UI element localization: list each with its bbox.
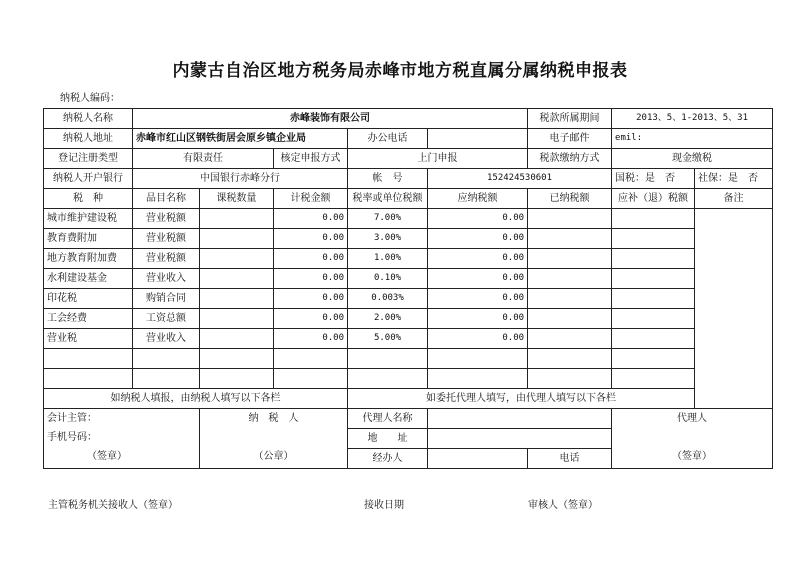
- tax-type-cell: 水利建设基金: [44, 269, 133, 289]
- table-row: [44, 289, 773, 309]
- tax-type-cell[interactable]: [44, 369, 133, 389]
- tax-type-cell: 工会经费: [44, 309, 133, 329]
- item-name-cell: 营业税额: [133, 229, 200, 249]
- tax-balance-cell[interactable]: [612, 289, 695, 309]
- taxable-amount-cell[interactable]: 0.00: [274, 229, 348, 249]
- tax-balance-cell[interactable]: [612, 369, 695, 389]
- rate-cell: 5.00%: [348, 329, 428, 349]
- table-row: [44, 249, 773, 269]
- bank-label: 纳税人开户银行: [44, 169, 133, 189]
- tax-due-cell[interactable]: 0.00: [428, 329, 528, 349]
- taxpayer-label: 纳 税 人: [248, 413, 299, 424]
- agent-name-label: 代理人名称: [348, 409, 428, 429]
- rate-cell: 0.003%: [348, 289, 428, 309]
- accountant-block[interactable]: [44, 409, 200, 469]
- agent-label: 代理人: [677, 413, 708, 424]
- tax-due-cell[interactable]: 0.00: [428, 249, 528, 269]
- tax-due-cell[interactable]: 0.00: [428, 229, 528, 249]
- agent-fill-note: 如委托代理人填写，由代理人填写以下各栏: [348, 389, 695, 409]
- email-label: 电子邮件: [528, 129, 612, 149]
- tax-balance-cell[interactable]: [612, 349, 695, 369]
- tax-type-cell: 印花税: [44, 289, 133, 309]
- taxable-amount-cell[interactable]: [274, 349, 348, 369]
- quantity-cell[interactable]: [200, 249, 274, 269]
- table-row: [44, 369, 773, 389]
- taxable-amount-cell[interactable]: 0.00: [274, 289, 348, 309]
- tax-paid-cell[interactable]: [528, 329, 612, 349]
- tax-paid-cell[interactable]: [528, 249, 612, 269]
- handler-label: 经办人: [348, 449, 428, 469]
- quantity-cell[interactable]: [200, 349, 274, 369]
- period-label: 税款所属期间: [528, 109, 612, 129]
- payment-method-label: 税款缴纳方式: [528, 149, 612, 169]
- rate-cell: 1.00%: [348, 249, 428, 269]
- email-value[interactable]: emil:: [612, 129, 773, 149]
- agent-address-label: 地 址: [348, 429, 428, 449]
- tax-paid-cell[interactable]: [528, 269, 612, 289]
- tax-type-cell: 地方教育附加费: [44, 249, 133, 269]
- tax-paid-cell[interactable]: [528, 289, 612, 309]
- quantity-cell[interactable]: [200, 229, 274, 249]
- accountant-label: 会计主管：: [47, 413, 97, 424]
- tax-paid-cell[interactable]: [528, 349, 612, 369]
- tax-due-cell[interactable]: 0.00: [428, 269, 528, 289]
- taxpayer-name-label: 纳税人名称: [44, 109, 133, 129]
- table-row: [44, 269, 773, 289]
- taxable-amount-cell[interactable]: 0.00: [274, 209, 348, 229]
- official-seal-label: （公章）: [253, 451, 294, 462]
- tax-paid-cell[interactable]: [528, 369, 612, 389]
- rate-cell[interactable]: [348, 349, 428, 369]
- taxable-amount-cell[interactable]: 0.00: [274, 269, 348, 289]
- tax-paid-cell[interactable]: [528, 229, 612, 249]
- taxable-amount-cell[interactable]: 0.00: [274, 309, 348, 329]
- col-tax-type: 税 种: [44, 189, 133, 209]
- table-row: [44, 329, 773, 349]
- account-value[interactable]: 152424530601: [428, 169, 612, 189]
- col-item-name: 品目名称: [133, 189, 200, 209]
- row-taxpayer-address: [44, 129, 773, 149]
- rate-cell: 7.00%: [348, 209, 428, 229]
- item-name-cell: 营业收入: [133, 269, 200, 289]
- tax-balance-cell[interactable]: [612, 329, 695, 349]
- col-tax-paid: 已纳税额: [528, 189, 612, 209]
- table-row: [44, 309, 773, 329]
- taxpayer-name-value[interactable]: 赤峰装饰有限公司: [133, 109, 528, 129]
- self-fill-note: 如纳税人填报，由纳税人填写以下各栏: [44, 389, 348, 409]
- tax-paid-cell[interactable]: [528, 309, 612, 329]
- form-title: 内蒙古自治区地方税务局赤峰市地方税直属分属纳税申报表: [172, 61, 628, 81]
- rate-cell: 0.10%: [348, 269, 428, 289]
- table-row: [44, 209, 773, 229]
- quantity-cell[interactable]: [200, 289, 274, 309]
- tax-due-cell[interactable]: [428, 349, 528, 369]
- reviewer-label: 审核人（签章）: [528, 500, 598, 511]
- quantity-cell[interactable]: [200, 369, 274, 389]
- tax-type-cell: 营业税: [44, 329, 133, 349]
- office-phone-label: 办公电话: [348, 129, 428, 149]
- taxable-amount-cell[interactable]: 0.00: [274, 249, 348, 269]
- item-name-cell: 购销合同: [133, 289, 200, 309]
- taxpayer-id-label: 纳税人编码：: [60, 93, 120, 104]
- reg-type-label: 登记注册类型: [44, 149, 133, 169]
- signature-row-1: [44, 409, 773, 429]
- quantity-cell[interactable]: [200, 209, 274, 229]
- tax-balance-cell[interactable]: [612, 309, 695, 329]
- taxpayer-address-value[interactable]: 赤峰市红山区钢铁街居会原乡镇企业局: [133, 129, 348, 149]
- handler-field[interactable]: [428, 449, 528, 469]
- row-registration: [44, 149, 773, 169]
- row-taxpayer-name: [44, 109, 773, 129]
- national-tax-choice[interactable]: 国税：是 否: [612, 169, 695, 189]
- reg-type-value[interactable]: 有限责任: [133, 149, 274, 169]
- col-remarks: 备注: [695, 189, 773, 209]
- tax-due-cell[interactable]: 0.00: [428, 289, 528, 309]
- declare-method-value[interactable]: 上门申报: [348, 149, 528, 169]
- col-quantity: 课税数量: [200, 189, 274, 209]
- tax-balance-cell[interactable]: [612, 229, 695, 249]
- receiver-label: 主管税务机关接收人（签章）: [48, 500, 178, 511]
- item-name-cell[interactable]: [133, 349, 200, 369]
- receive-date-label: 接收日期: [364, 500, 404, 511]
- agent-seal-label: （签章）: [672, 451, 713, 462]
- table-row: [44, 349, 773, 369]
- tax-balance-cell[interactable]: [612, 269, 695, 289]
- fill-instruction-row: [44, 389, 773, 409]
- item-name-cell: 营业收入: [133, 329, 200, 349]
- social-security-choice[interactable]: 社保：是 否: [695, 169, 773, 189]
- tax-balance-cell[interactable]: [612, 249, 695, 269]
- tax-paid-cell[interactable]: [528, 209, 612, 229]
- rate-cell[interactable]: [348, 369, 428, 389]
- agent-phone-label: 电话: [528, 449, 612, 469]
- accountant-seal-label: （签章）: [87, 451, 127, 462]
- tax-balance-cell[interactable]: [612, 209, 695, 229]
- tax-type-cell: 教育费附加: [44, 229, 133, 249]
- tax-type-cell[interactable]: [44, 349, 133, 369]
- col-tax-balance: 应补（退）税额: [612, 189, 695, 209]
- quantity-cell[interactable]: [200, 309, 274, 329]
- column-header-row: [44, 189, 773, 209]
- quantity-cell[interactable]: [200, 329, 274, 349]
- tax-due-cell[interactable]: 0.00: [428, 309, 528, 329]
- tax-due-cell[interactable]: [428, 369, 528, 389]
- rate-cell: 2.00%: [348, 309, 428, 329]
- declare-method-label: 核定申报方式: [274, 149, 348, 169]
- taxpayer-address-label: 纳税人地址: [44, 129, 133, 149]
- tax-due-cell[interactable]: 0.00: [428, 209, 528, 229]
- bank-value[interactable]: 中国银行赤峰分行: [133, 169, 348, 189]
- item-name-cell: 营业税额: [133, 249, 200, 269]
- item-name-cell: 工资总额: [133, 309, 200, 329]
- payment-method-value[interactable]: 现金缴税: [612, 149, 773, 169]
- item-name-cell[interactable]: [133, 369, 200, 389]
- agent-name-field[interactable]: [428, 409, 612, 429]
- quantity-cell[interactable]: [200, 269, 274, 289]
- period-value[interactable]: 2013、5、1-2013、5、31: [612, 109, 773, 129]
- rate-cell: 3.00%: [348, 229, 428, 249]
- tax-declaration-table: [43, 108, 773, 469]
- col-taxable-amount: 计税金额: [274, 189, 348, 209]
- taxpayer-seal-block[interactable]: [200, 409, 348, 469]
- tax-type-cell: 城市维护建设税: [44, 209, 133, 229]
- agent-seal-block[interactable]: [612, 409, 773, 469]
- row-bank: [44, 169, 773, 189]
- table-row: [44, 229, 773, 249]
- col-tax-due: 应纳税额: [428, 189, 528, 209]
- col-rate: 税率或单位税额: [348, 189, 428, 209]
- mobile-label: 手机号码：: [47, 432, 97, 443]
- taxable-amount-cell[interactable]: 0.00: [274, 329, 348, 349]
- agent-address-field[interactable]: [428, 429, 612, 449]
- remarks-cell[interactable]: [695, 209, 773, 409]
- item-name-cell: 营业税额: [133, 209, 200, 229]
- taxable-amount-cell[interactable]: [274, 369, 348, 389]
- office-phone-value[interactable]: [428, 129, 528, 149]
- account-label: 帐 号: [348, 169, 428, 189]
